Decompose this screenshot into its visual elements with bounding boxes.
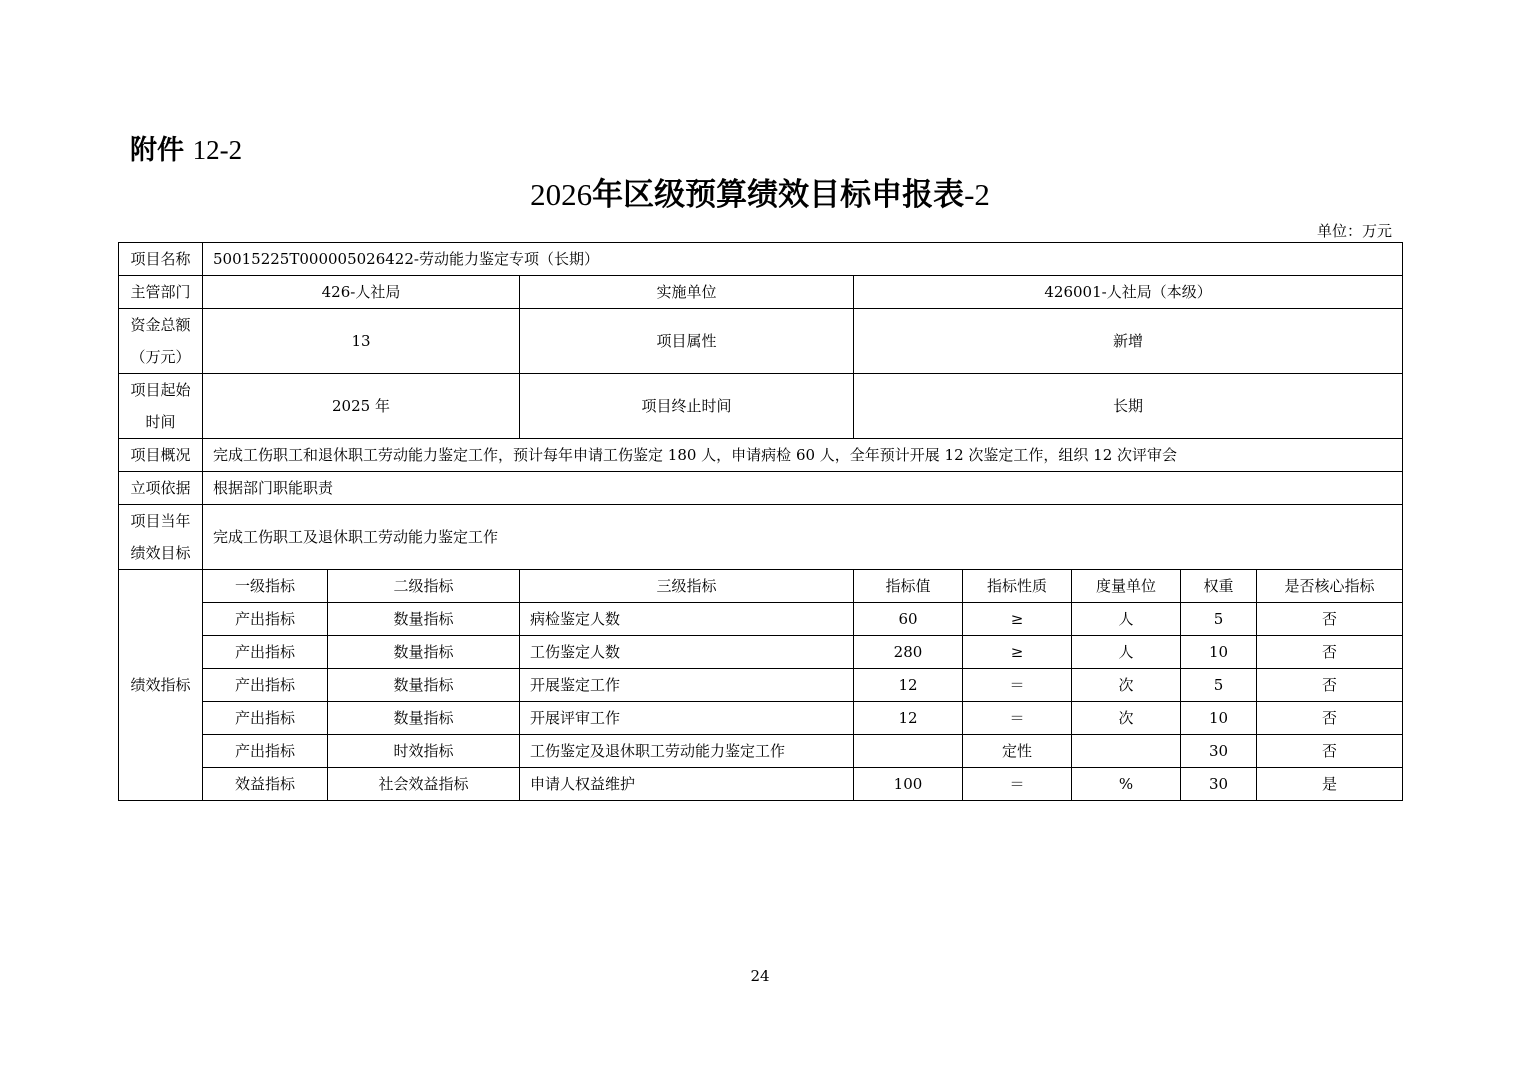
indicator-value <box>854 735 963 768</box>
indicators-section-label: 绩效指标 <box>119 570 203 801</box>
fund-total-label <box>119 309 203 374</box>
page-number: 24 <box>750 967 770 985</box>
performance-form-table <box>118 242 1403 801</box>
header-value: 指标值 <box>854 570 963 603</box>
row-period <box>119 374 1403 439</box>
header-level1: 一级指标 <box>203 570 328 603</box>
header-nature: 指标性质 <box>963 570 1072 603</box>
row-fund <box>119 309 1403 374</box>
indicator-level1: 效益指标 <box>203 768 328 801</box>
row-overview <box>119 439 1403 472</box>
indicator-weight: 10 <box>1181 702 1257 735</box>
header-core: 是否核心指标 <box>1257 570 1403 603</box>
header-weight: 权重 <box>1181 570 1257 603</box>
indicator-nature: ≥ <box>963 603 1072 636</box>
indicator-weight: 5 <box>1181 669 1257 702</box>
unit-note: 单位：万元 <box>1316 222 1392 240</box>
implementing-unit-label: 实施单位 <box>520 276 854 309</box>
indicator-level2: 数量指标 <box>328 669 520 702</box>
indicator-level1: 产出指标 <box>203 669 328 702</box>
indicator-level2: 时效指标 <box>328 735 520 768</box>
indicator-row <box>119 603 1403 636</box>
indicator-unit: % <box>1072 768 1181 801</box>
indicator-weight: 30 <box>1181 768 1257 801</box>
indicator-core: 否 <box>1257 636 1403 669</box>
indicator-level2: 社会效益指标 <box>328 768 520 801</box>
indicator-unit: 人 <box>1072 636 1181 669</box>
annual-goal-label-line1: 项目当年 <box>130 512 191 530</box>
title-year: 2026 <box>530 177 593 212</box>
start-time-label-line1: 项目起始 <box>130 381 191 399</box>
annual-goal-value: 完成工伤职工及退休职工劳动能力鉴定工作 <box>203 505 1403 570</box>
indicator-nature: 定性 <box>963 735 1072 768</box>
indicator-value: 60 <box>854 603 963 636</box>
indicator-level2: 数量指标 <box>328 603 520 636</box>
indicator-level3: 工伤鉴定人数 <box>520 636 854 669</box>
indicator-level3: 开展评审工作 <box>520 702 854 735</box>
indicator-core: 否 <box>1257 702 1403 735</box>
fund-total-value: 13 <box>203 309 520 374</box>
indicator-row <box>119 768 1403 801</box>
indicator-level1: 产出指标 <box>203 735 328 768</box>
indicator-level3: 申请人权益维护 <box>520 768 854 801</box>
indicator-level3: 病检鉴定人数 <box>520 603 854 636</box>
project-name-label: 项目名称 <box>119 243 203 276</box>
project-attribute-value: 新增 <box>854 309 1403 374</box>
indicator-weight: 10 <box>1181 636 1257 669</box>
indicator-value: 280 <box>854 636 963 669</box>
indicator-weight: 30 <box>1181 735 1257 768</box>
overview-label: 项目概况 <box>119 439 203 472</box>
indicator-row <box>119 702 1403 735</box>
page-title <box>0 172 1520 218</box>
end-time-label: 项目终止时间 <box>520 374 854 439</box>
indicator-nature: ≥ <box>963 636 1072 669</box>
header-level2: 二级指标 <box>328 570 520 603</box>
indicator-level1: 产出指标 <box>203 603 328 636</box>
title-suffix: -2 <box>964 177 990 212</box>
department-value: 426-人社局 <box>203 276 520 309</box>
indicator-level2: 数量指标 <box>328 702 520 735</box>
attachment-number: 12-2 <box>192 135 243 165</box>
indicator-core: 否 <box>1257 735 1403 768</box>
annual-goal-label <box>119 505 203 570</box>
indicator-core: 是 <box>1257 768 1403 801</box>
start-time-value: 2025 年 <box>203 374 520 439</box>
basis-value: 根据部门职能职责 <box>203 472 1403 505</box>
annual-goal-label-line2: 绩效目标 <box>130 544 191 562</box>
basis-label: 立项依据 <box>119 472 203 505</box>
implementing-unit-value: 426001-人社局（本级） <box>854 276 1403 309</box>
indicator-unit: 人 <box>1072 603 1181 636</box>
project-attribute-label: 项目属性 <box>520 309 854 374</box>
row-project-name <box>119 243 1403 276</box>
indicator-weight: 5 <box>1181 603 1257 636</box>
fund-total-label-line2: （万元） <box>130 348 191 366</box>
indicator-row <box>119 735 1403 768</box>
indicator-value: 12 <box>854 702 963 735</box>
indicator-header-row <box>119 570 1403 603</box>
start-time-label-line2: 时间 <box>145 413 176 431</box>
indicator-nature: ＝ <box>963 768 1072 801</box>
start-time-label <box>119 374 203 439</box>
indicator-value: 100 <box>854 768 963 801</box>
indicator-row <box>119 669 1403 702</box>
indicator-level3: 工伤鉴定及退休职工劳动能力鉴定工作 <box>520 735 854 768</box>
header-level3: 三级指标 <box>520 570 854 603</box>
indicator-level1: 产出指标 <box>203 636 328 669</box>
indicator-nature: ＝ <box>963 669 1072 702</box>
title-text: 年区级预算绩效目标申报表 <box>592 177 965 213</box>
attachment-label <box>130 130 242 171</box>
department-label: 主管部门 <box>119 276 203 309</box>
fund-total-label-line1: 资金总额 <box>130 316 191 334</box>
overview-value: 完成工伤职工和退休职工劳动能力鉴定工作，预计每年申请工伤鉴定 180 人，申请病检 60 人，全年预计开展 12 次鉴定工作，组织 12 次评审会 <box>203 439 1403 472</box>
row-department <box>119 276 1403 309</box>
indicator-unit <box>1072 735 1181 768</box>
row-basis <box>119 472 1403 505</box>
indicator-unit: 次 <box>1072 669 1181 702</box>
row-annual-goal <box>119 505 1403 570</box>
indicator-row <box>119 636 1403 669</box>
end-time-value: 长期 <box>854 374 1403 439</box>
attachment-text: 附件 <box>130 135 184 166</box>
project-name-value: 50015225T000005026422-劳动能力鉴定专项（长期） <box>203 243 1403 276</box>
indicator-core: 否 <box>1257 603 1403 636</box>
indicator-level2: 数量指标 <box>328 636 520 669</box>
header-unit: 度量单位 <box>1072 570 1181 603</box>
indicator-level3: 开展鉴定工作 <box>520 669 854 702</box>
indicator-core: 否 <box>1257 669 1403 702</box>
indicator-level1: 产出指标 <box>203 702 328 735</box>
indicator-unit: 次 <box>1072 702 1181 735</box>
indicator-nature: ＝ <box>963 702 1072 735</box>
indicator-value: 12 <box>854 669 963 702</box>
